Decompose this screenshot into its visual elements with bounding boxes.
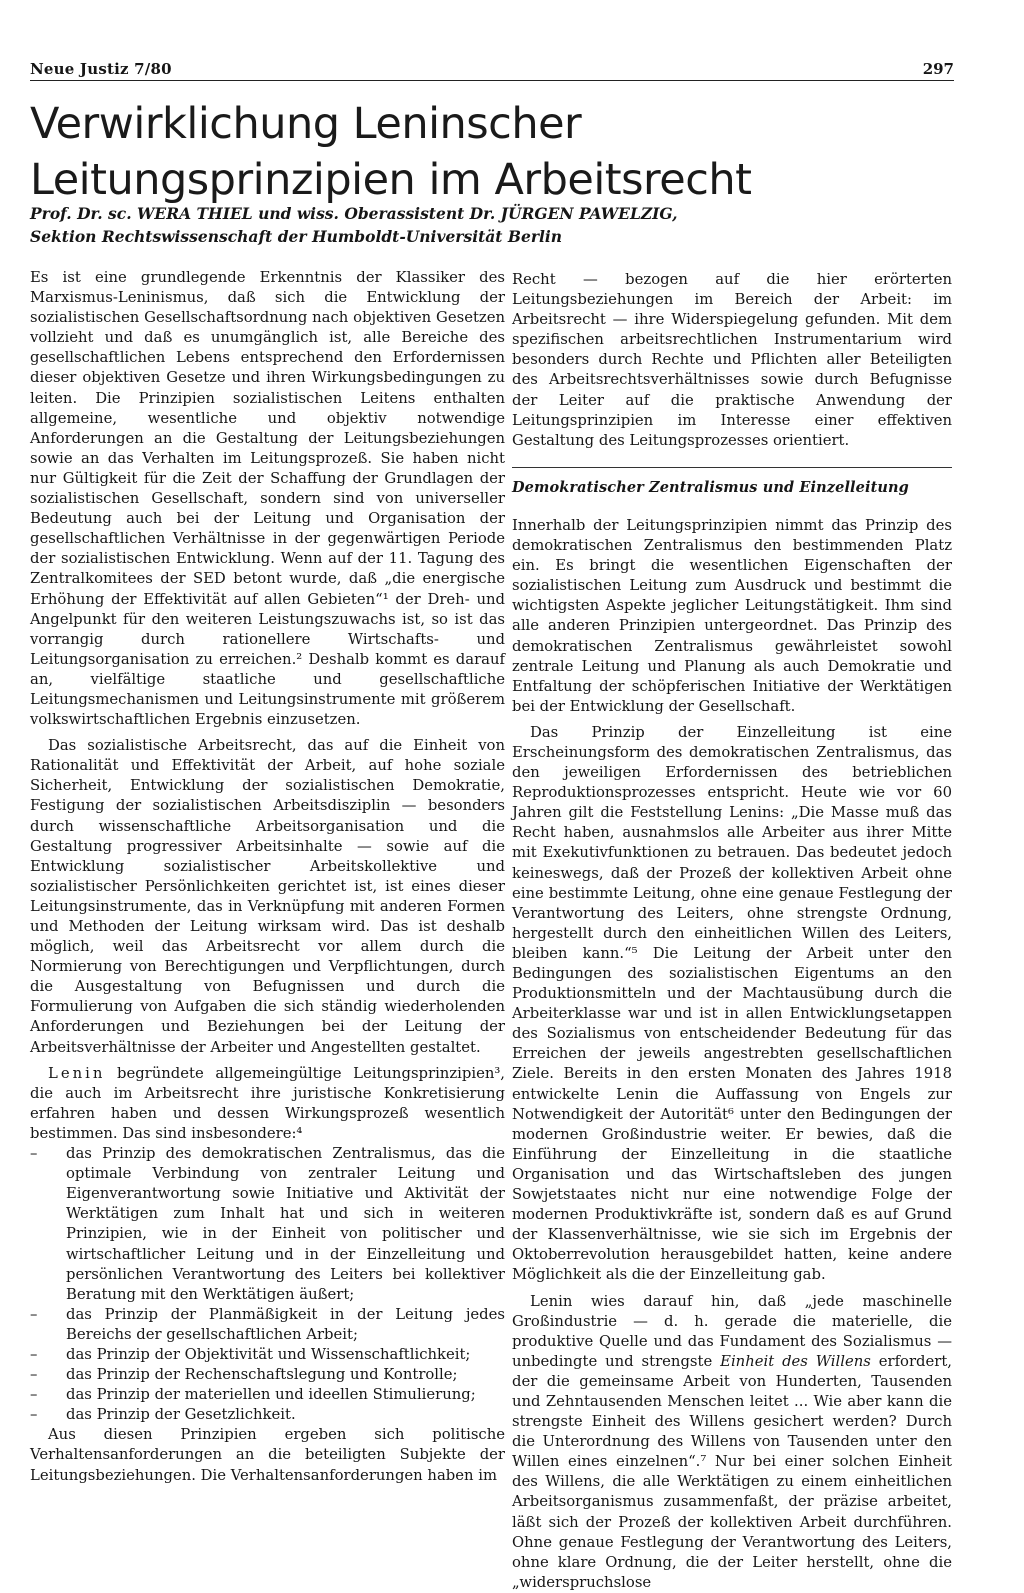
- paragraph-democratic-centralism: Innerhalb der Leitungsprinzipien nimmt das Prinzip des demokratischen Zentralismus den bestimmenden Platz ein. Es bringt die wesentlichen Eigenschaften der sozialistischen Leitung zum Ausdruck und bestimmt die wichtigsten Aspekte jeglicher Leitungstätigkeit. Ihm sind alle anderen Prinzipien untergeordnet. Das Prinzip des demokratischen Zentralismus gewährleistet sowohl zentrale Leitung und Planung als auch Demokratie und Entfaltung der schöpferischen Initiative der Werktätigen bei der Entwicklung der Gesellschaft.: [512, 516, 952, 715]
- principles-list: [30, 1144, 505, 1425]
- paragraph-arbeitsrecht: Das sozialistische Arbeitsrecht, das auf die Einheit von Rationalität und Effektivität der Arbeit, auf hohe soziale Sicherheit, Entwicklung der sozialistischen Demokratie, Festigung der sozialistischen Arbeitsdisziplin — besonders durch wissenschaftliche Arbeitsorganisation und die Gestaltung progressiver Arbeitsinhalte — sowie auf die Entwicklung sozialistischer Arbeitskollektive und sozialistischer Persönlichkeiten gerichtet ist, ist eines dieser Leitungsinstrumente, das in Verknüpfung mit anderen Formen und Methoden der Leitung wirksam wird. Das ist deshalb möglich, weil das Arbeitsrecht vor allem durch die Normierung von Berechtigungen und Verpflichtungen, durch die Ausgestaltung von Befugnissen und durch die Formulierung von Aufgaben die sich ständig wiederholenden Anforderungen und Beziehungen bei der Leitung der Arbeitsverhältnisse der Arbeiter und Angestellten gestaltet.: [30, 737, 505, 1056]
- paragraph-einzelleitung: Das Prinzip der Einzelleitung ist eine Erscheinungsform des demokratischen Zentralismus, das den jeweiligen Erfordernissen des betrieblichen Reproduktionsprozesses entspricht. Heute wie vor 60 Jahren gilt die Feststellung Lenins: „Die Masse muß das Recht haben, ausnahmslos alle Arbeiter aus ihrer Mitte mit Exekutivfunktionen zu betrauen. Das bedeutet jedoch keineswegs, daß der Prozeß der kollektiven Arbeit ohne eine bestimmte Leitung, ohne eine genaue Festlegung der Verantwortung des Leiters, ohne strengste Ordnung, hergestellt durch den einheitlichen Willen des Leiters, bleiben kann.“⁵ Die Leitung der Arbeit unter den Bedingungen des sozialistischen Eigentums an den Produktionsmitteln und der Machtausübung durch die Arbeiterklasse war und ist in allen Entwicklungsetappen des Sozialismus von entscheidender Bedeutung für das Erreichen der jeweils angestrebten gesellschaftlichen Ziele. Bereits in den ersten Monaten des Jahres 1918 entwickelte Lenin die Auffassung von Engels zur Notwendigkeit der Autorität⁶ unter den Bedingungen der modernen Großindustrie weiter. Er bewies, daß die Einführung der Einzelleitung in die staatliche Organisation und das Wirtschaftsleben des jungen Sowjetstaates nicht nur eine notwendige Folge der modernen Produktivkräfte ist, sondern daß es auf Grund der Klassenverhältnisse, wie sie sich im Ergebnis der Oktoberrevolution herausgebildet hatten, keine andere Möglichkeit als die der Einzelleitung gab.: [512, 723, 952, 1284]
- list-item: – das Prinzip der Rechenschaftslegung und Kontrolle;: [30, 1365, 505, 1385]
- paragraph-conduct: Aus diesen Prinzipien ergeben sich politische Verhaltensanforderungen an die beteiligten Subjekte der Leitungsbeziehungen. Die Verhaltensanforderungen haben im: [30, 1426, 505, 1484]
- header-rule: [30, 80, 954, 81]
- name-lenin: Lenin: [48, 1064, 106, 1082]
- author-byline: [30, 202, 930, 248]
- article-title: Verwirklichung Leninscher Leitungsprinzipien im Arbeitsrecht: [30, 99, 752, 205]
- paragraph-intro: Es ist eine grundlegende Erkenntnis der Klassiker des Marxismus-Leninismus, daß sich die Entwicklung der sozialistischen Gesellschaftsordnung nach objektiven Gesetzen vollzieht und daß es unumgänglich ist, alle Bereiche des gesellschaftlichen Lebens entsprechend den Erfordernissen dieser objektiven Gesetze und ihren Wirkungsbedingungen zu leiten. Die Prinzipien sozialistischen Leitens enthalten allgemeine, wesentliche und objektiv notwendige Anforderungen an die Gestaltung der Leitungsbeziehungen sowie an das Verhalten im Leitungsprozeß. Sie haben nicht nur Gültigkeit für die Zeit der Schaffung der Grundlagen der sozialistischen Gesellschaft, sondern sind von universeller Bedeutung auch bei der Leitung und Organisation der gesellschaftlichen Verhältnisse in der gegenwärtigen Periode der sozialistischen Entwicklung. Wenn auf der 11. Tagung des Zentralkomitees der SED betont wurde, daß „die energische Erhöhung der Effektivität auf allen Gebieten“¹ der Dreh- und Angelpunkt für den weiteren Leistungszuwachs ist, so ist das vorrangig durch rationellere Wirtschafts- und Leitungsorganisation zu erreichen.² Deshalb kommt es darauf an, vielfältige staatliche und gesellschaftliche Leitungsmechanismen und Leitungsinstrumente mit größerem volkswirtschaftlichen Ergebnis einzusetzen.: [30, 269, 505, 729]
- page-number: 297: [922, 60, 954, 78]
- paragraph-lenin-principles: [30, 1064, 505, 1144]
- right-column: [512, 270, 952, 1593]
- author-names: Prof. Dr. sc. WERA THIEL und wiss. Oberassistent Dr. JÜRGEN PAWELZIG,: [30, 204, 678, 223]
- paragraph-lenin-principles-text: begründete allgemeingültige Leitungsprinzipien³, die auch im Arbeitsrecht ihre juristische Konkretisierung erfahren haben und dessen Wirkungsprozeß wesentlich bestimmen. Das sind insbesondere:⁴: [30, 1064, 505, 1142]
- journal-issue: Neue Justiz 7/80: [30, 60, 172, 78]
- left-column: [30, 268, 505, 1486]
- quote-part-2: erfordert, der die gemeinsame Arbeit von Hunderten, Tausenden und Zehntausenden Menschen leitet ... Wie aber kann die strengste Einheit des Willens gesichert werden? Durch die Unterordnung des Willens von Tausenden unter den Willen eines einzelnen“.⁷ Nur bei einer solchen Einheit des Willens, die alle Werktätigen zu einem einheitlichen Arbeitsorganismus zusammenfaßt, der präzise arbeitet, läßt sich der Prozeß der kollektiven Arbeit durchführen. Ohne genaue Festlegung der Verantwortung des Leiters, ohne klare Ordnung, die der Leiter herstellt, ohne die „widerspruchslose: [512, 1352, 952, 1591]
- list-item: – das Prinzip der materiellen und ideellen Stimulierung;: [30, 1385, 505, 1405]
- list-item: – das Prinzip der Objektivität und Wissenschaftlichkeit;: [30, 1345, 505, 1365]
- author-affiliation: Sektion Rechtswissenschaft der Humboldt-Universität Berlin: [30, 227, 563, 246]
- quote-part-1: Lenin wies darauf hin, daß „jede maschinelle Großindustrie — d. h. gerade die materielle, die produktive Quelle und das Fundament des Sozialismus — unbedingte und strengste: [512, 1292, 952, 1370]
- section-heading: Demokratischer Zentralismus und Einzelleitung: [512, 467, 952, 498]
- paragraph-unity-of-will: [512, 1292, 952, 1593]
- list-item: – das Prinzip der Gesetzlichkeit.: [30, 1405, 505, 1425]
- emphasis-einheit-des-willens: Einheit des Willens: [720, 1352, 871, 1370]
- list-item: – das Prinzip der Planmäßigkeit in der Leitung jedes Bereichs der gesellschaftlichen Arbeit;: [30, 1305, 505, 1345]
- list-item: – das Prinzip des demokratischen Zentralismus, das die optimale Verbindung von zentraler Leitung und Eigenverantwortung sowie Initiative und Aktivität der Werktätigen zum Inhalt hat und sich in weiteren Prinzipien, wie in der Einheit von politischer und wirtschaftlicher Leitung und in der Einzelleitung und persönlichen Verantwortung des Leiters bei kollektiver Beratung mit den Werktätigen äußert;: [30, 1144, 505, 1305]
- paragraph-continuation: Recht — bezogen auf die hier erörterten Leitungsbeziehungen im Bereich der Arbeit: im Arbeitsrecht — ihre Widerspiegelung gefunden. Mit dem spezifischen arbeitsrechtlichen Instrumentarium wird besonders durch Rechte und Pflichten aller Beteiligten des Arbeitsrechtsverhältnisses sowie durch Befugnisse der Leiter auf die praktische Anwendung der Leitungsprinzipien im Interesse einer effektiven Gestaltung des Leitungsprozesses orientiert.: [512, 271, 952, 449]
